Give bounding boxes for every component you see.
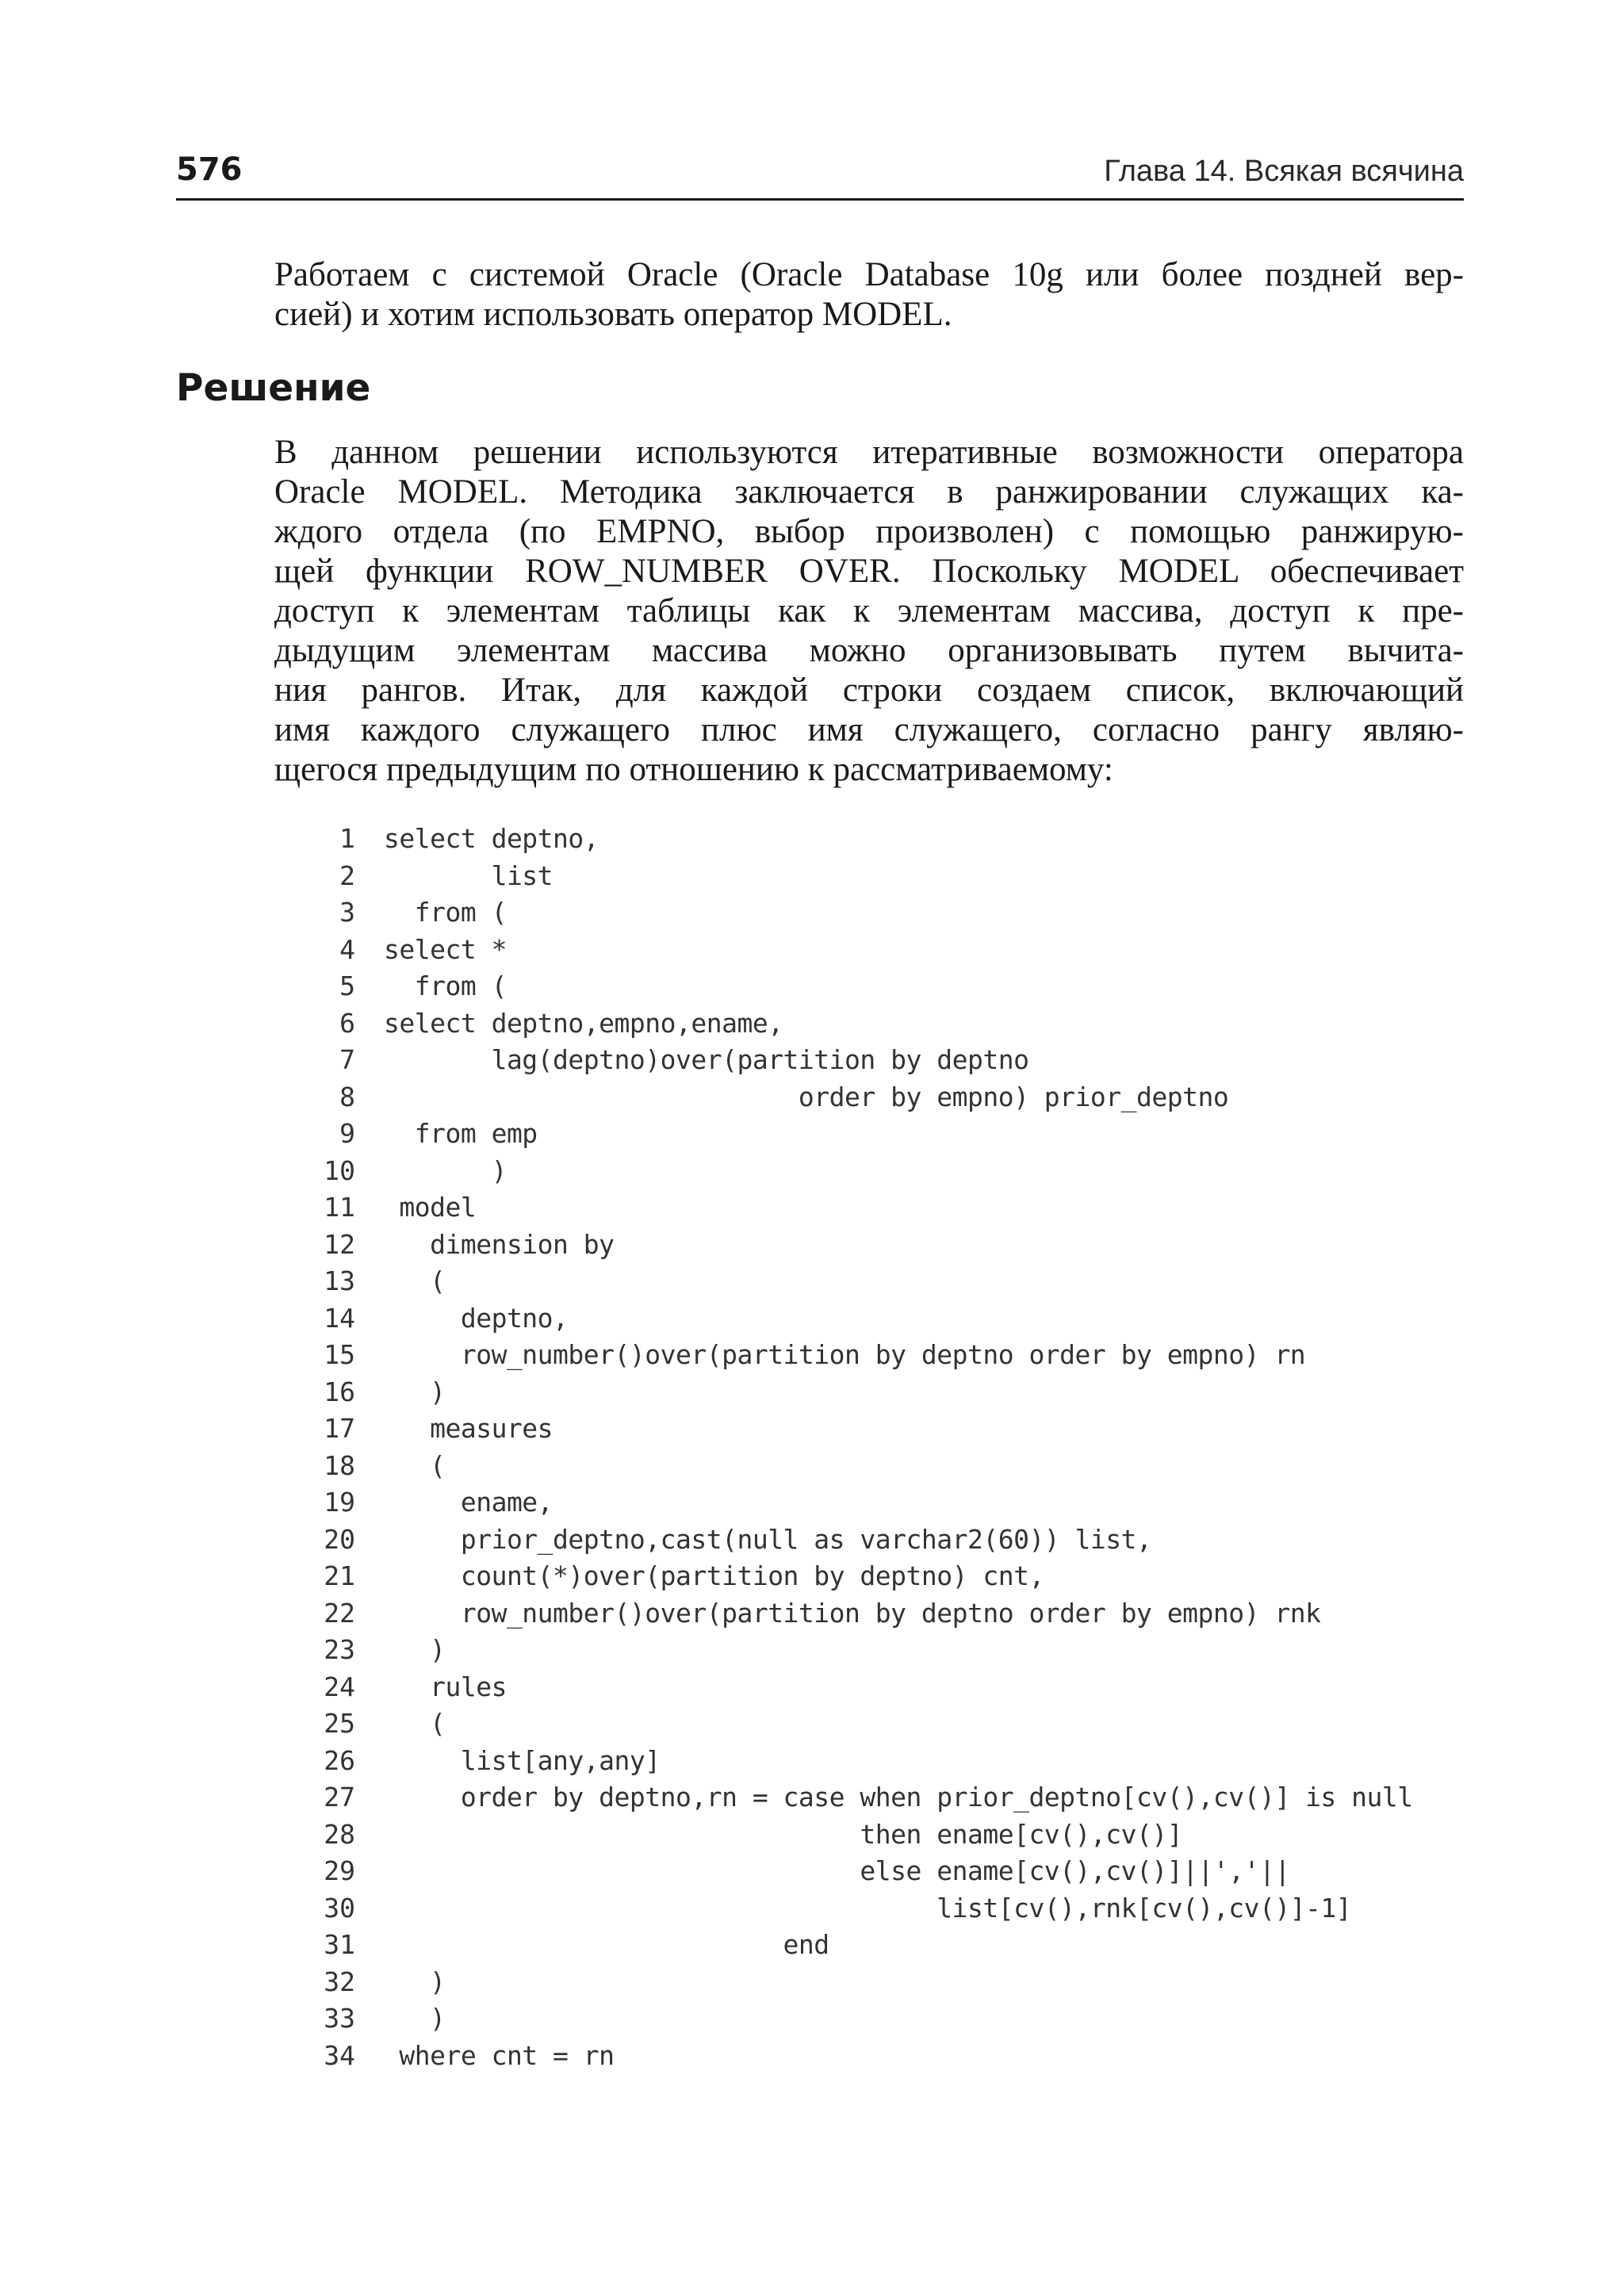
line-number: 2: [339, 859, 355, 891]
code-text: deptno,: [384, 1302, 569, 1334]
paragraph-line: имя каждого служащего плюс имя служащего, согласно рангу являю-: [274, 711, 1464, 748]
code-line: [311, 1189, 1469, 1227]
code-line: [311, 1411, 1469, 1448]
paragraph-line: ждого отдела (по EMPNO, выбор произволен) с помощью ранжирую-: [274, 513, 1464, 550]
code-text: count(*)over(partition by deptno) cnt,: [384, 1560, 1044, 1591]
code-text: ): [384, 1154, 507, 1186]
intro-line: Работаем с системой Oracle (Oracle Database 10g или более поздней вер-: [274, 256, 1464, 293]
code-line: [311, 1079, 1469, 1116]
code-line: [311, 1595, 1469, 1633]
line-number: 6: [339, 1007, 355, 1039]
code-text: ): [384, 2003, 446, 2034]
code-text: (: [384, 1449, 446, 1481]
line-number: 22: [324, 1597, 355, 1629]
code-text: (: [384, 1708, 446, 1739]
code-text: ename,: [384, 1487, 553, 1518]
line-number: 14: [324, 1302, 355, 1334]
code-line: [311, 894, 1469, 932]
chapter-title: Глава 14. Всякая всячина: [1104, 155, 1464, 188]
code-line: [311, 1705, 1469, 1743]
line-number: 33: [324, 2003, 355, 2034]
code-text: ): [384, 1376, 446, 1407]
code-line: [311, 858, 1469, 895]
line-number: 18: [324, 1449, 355, 1481]
code-text: select *: [384, 933, 507, 965]
intro-line: сией) и хотим использовать оператор MODEL.: [274, 296, 952, 333]
line-number: 5: [339, 970, 355, 1001]
line-number: 12: [324, 1228, 355, 1260]
code-line: [311, 1779, 1469, 1816]
line-number: 19: [324, 1487, 355, 1518]
code-line: [311, 932, 1469, 969]
line-number: 11: [324, 1192, 355, 1223]
code-text: from (: [384, 897, 507, 928]
code-line: [311, 2000, 1469, 2038]
paragraph-line: В данном решении используются итеративные возможности оператора: [274, 434, 1464, 471]
code-line: [311, 1005, 1469, 1043]
line-number: 34: [324, 2039, 355, 2071]
code-text: row_number()over(partition by deptno order by empno) rnk: [384, 1597, 1321, 1629]
code-line: [311, 1927, 1469, 1964]
code-text: else ename[cv(),cv()]||','||: [384, 1855, 1290, 1886]
code-line: [311, 1374, 1469, 1411]
line-number: 10: [324, 1154, 355, 1186]
code-text: list[any,any]: [384, 1744, 661, 1776]
code-line: [311, 1227, 1469, 1264]
code-text: end: [384, 1929, 829, 1960]
paragraph-line: Oracle MODEL. Методика заключается в ранжировании служащих ка-: [274, 473, 1464, 511]
code-line: [311, 1484, 1469, 1522]
line-number: 4: [339, 933, 355, 965]
line-number: 28: [324, 1818, 355, 1850]
code-text: select deptno,: [384, 823, 599, 854]
paragraph-line: щегося предыдущим по отношению к рассматриваемому:: [274, 751, 1113, 788]
line-number: 23: [324, 1634, 355, 1665]
code-text: lag(deptno)over(partition by deptno: [384, 1044, 1029, 1075]
code-line: [311, 1890, 1469, 1927]
page-header: [176, 147, 1464, 201]
code-text: model: [384, 1192, 477, 1223]
code-text: row_number()over(partition by deptno order by empno) rn: [384, 1339, 1306, 1370]
code-line: [311, 1300, 1469, 1338]
line-number: 17: [324, 1413, 355, 1444]
code-line: [311, 1337, 1469, 1374]
line-number: 20: [324, 1523, 355, 1555]
code-text: prior_deptno,cast(null as varchar2(60)) list,: [384, 1523, 1152, 1555]
code-text: ): [384, 1634, 446, 1665]
code-line: [311, 2038, 1469, 2075]
paragraph-line: ния рангов. Итак, для каждой строки создаем список, включающий: [274, 672, 1464, 709]
code-text: from emp: [384, 1118, 538, 1149]
code-text: order by deptno,rn = case when prior_deptno[cv(),cv()] is null: [384, 1782, 1413, 1813]
paragraph-line: дыдущим элементам массива можно организовывать путем вычита-: [274, 632, 1464, 669]
page-number: 576: [176, 151, 243, 188]
section-heading: Решение: [176, 366, 371, 410]
code-line: [311, 1743, 1469, 1780]
line-number: 21: [324, 1560, 355, 1591]
code-line: [311, 821, 1469, 858]
code-text: measures: [384, 1413, 553, 1444]
code-line: [311, 1816, 1469, 1854]
code-line: [311, 1669, 1469, 1706]
line-number: 8: [339, 1081, 355, 1112]
code-line: [311, 1558, 1469, 1595]
line-number: 13: [324, 1265, 355, 1296]
code-text: from (: [384, 970, 507, 1001]
line-number: 7: [339, 1044, 355, 1075]
code-line: [311, 1632, 1469, 1669]
line-number: 27: [324, 1782, 355, 1813]
code-text: list: [384, 859, 553, 891]
line-number: 24: [324, 1671, 355, 1702]
code-line: [311, 1853, 1469, 1890]
code-line: [311, 1522, 1469, 1559]
code-text: ): [384, 1966, 446, 1997]
line-number: 30: [324, 1892, 355, 1924]
code-text: rules: [384, 1671, 507, 1702]
solution-paragraph: [274, 433, 1464, 790]
line-number: 32: [324, 1966, 355, 1997]
code-line: [311, 1964, 1469, 2001]
line-number: 1: [339, 823, 355, 854]
paragraph-line: щей функции ROW_NUMBER OVER. Поскольку MODEL обеспечивает: [274, 553, 1464, 590]
line-number: 9: [339, 1118, 355, 1149]
code-text: (: [384, 1265, 446, 1296]
code-line: [311, 1116, 1469, 1153]
code-text: select deptno,empno,ename,: [384, 1007, 783, 1039]
code-line: [311, 1042, 1469, 1079]
code-text: list[cv(),rnk[cv(),cv()]-1]: [384, 1892, 1352, 1924]
line-number: 26: [324, 1744, 355, 1776]
line-number: 25: [324, 1708, 355, 1739]
line-number: 15: [324, 1339, 355, 1370]
intro-paragraph: [274, 255, 1464, 335]
code-text: dimension by: [384, 1228, 615, 1260]
paragraph-line: доступ к элементам таблицы как к элементам массива, доступ к пре-: [274, 592, 1464, 630]
code-text: order by empno) prior_deptno: [384, 1081, 1229, 1112]
code-line: [311, 968, 1469, 1005]
line-number: 16: [324, 1376, 355, 1407]
line-number: 31: [324, 1929, 355, 1960]
code-line: [311, 1448, 1469, 1485]
code-line: [311, 1263, 1469, 1300]
code-text: where cnt = rn: [384, 2039, 615, 2071]
code-text: then ename[cv(),cv()]: [384, 1818, 1183, 1850]
code-line: [311, 1153, 1469, 1190]
line-number: 29: [324, 1855, 355, 1886]
line-number: 3: [339, 897, 355, 928]
code-listing: [311, 821, 1469, 2074]
